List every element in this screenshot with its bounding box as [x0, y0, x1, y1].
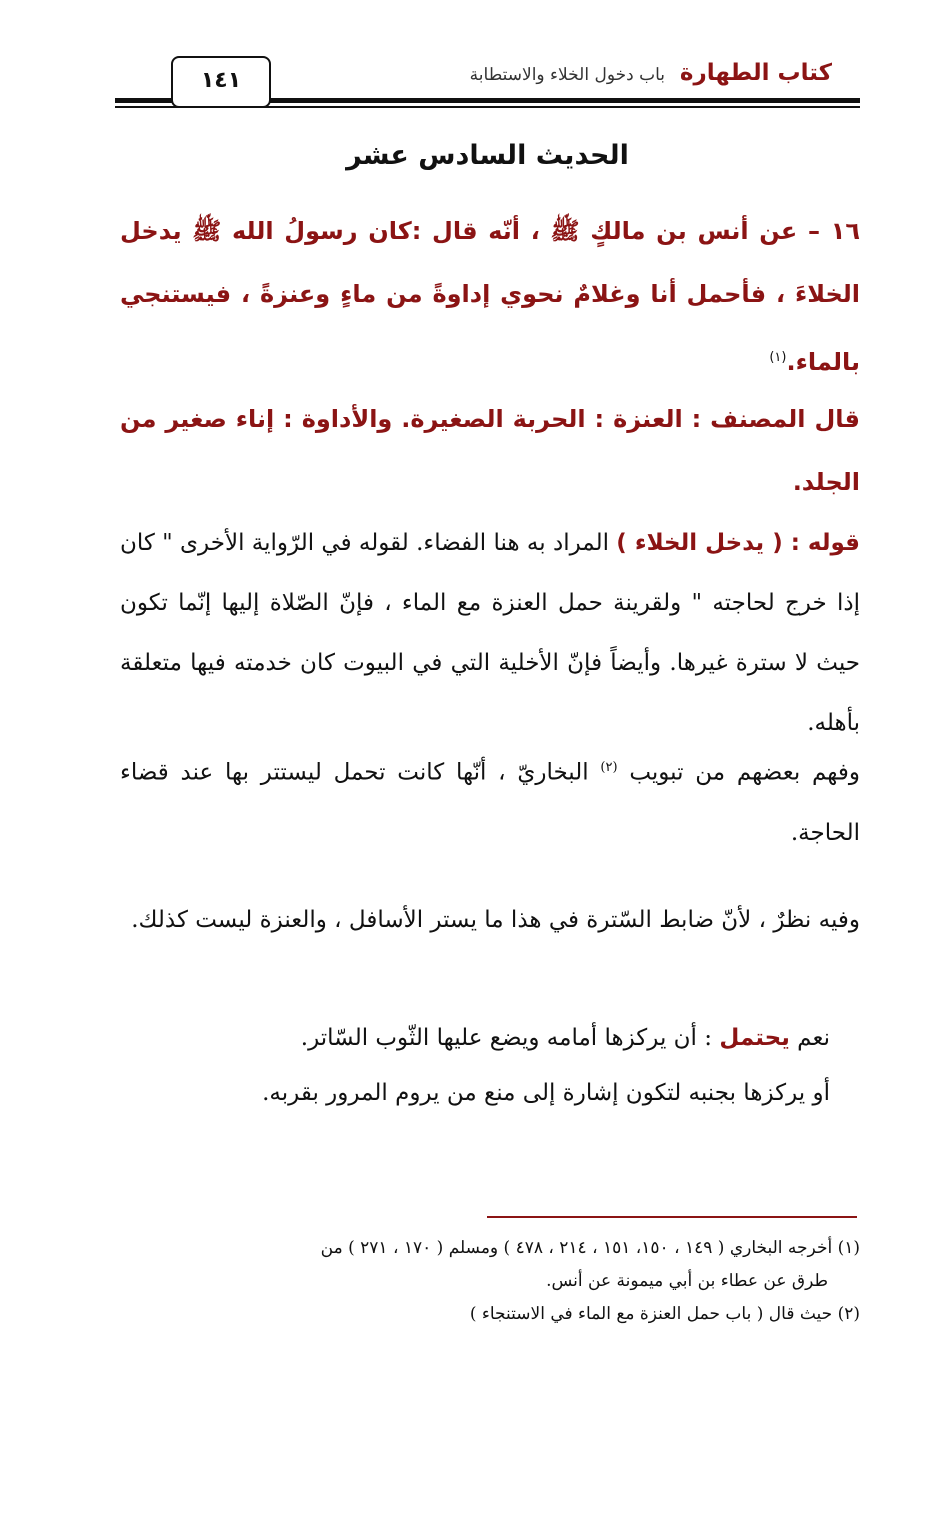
book-title: كتاب الطهارة [679, 60, 832, 86]
hadith-body: ١٦ – عن أنس بن مالكٍ ﷺ ، أنّه قال :كان رسولُ الله ﷺ يدخل الخلاءَ ، فأحمل أنا وغلامٌ نحوي إداوةً من ماءٍ وعنزةً ، فيستنجي بالماء. [120, 217, 860, 376]
page-number: ١٤١ [171, 56, 271, 108]
commentary-p4-after: : أن يركزها أمامه ويضع عليها الثّوب السّاتر. [300, 1025, 720, 1051]
author-note: قال المصنف : العنزة : الحربة الصغيرة. والأداوة : إناء صغير من الجلد. [120, 405, 860, 496]
footnote-ref-2: (٢) [600, 760, 618, 775]
commentary-lead: قوله : ( يدخل الخلاء ) [616, 530, 860, 556]
commentary-p4-before: نعم [789, 1025, 830, 1051]
commentary-p1-text: المراد به هنا الفضاء. لقوله في الرّواية الأخرى " كان إذا خرج لحاجته " ولقرينة حمل العنزة مع الماء ، فإنّ الصّلاة إليها إنّما تكون حيث لا سترة غيرها. وأيضاً فإنّ الأخلية التي في البيوت كان خدمته فيها متعلقة بأهله. [120, 530, 860, 736]
hadith-heading: الحديث السادس عشر [346, 140, 629, 171]
commentary-p2-after: البخاريّ ، أنّها كانت تحمل ليستتر بها عند قضاء الحاجة. [120, 759, 860, 846]
footnote-ref-1: (١) [769, 350, 787, 365]
chapter-title: باب دخول الخلاء والاستطابة [469, 65, 665, 85]
commentary-p2-before: وفهم بعضهم من تبويب [629, 759, 860, 786]
commentary-paragraph-2 [120, 738, 860, 863]
commentary-paragraph-5: أو يركزها بجنبه لتكون إشارة إلى منع من يروم المرور بقربه. [262, 1080, 830, 1106]
hadith-text [120, 200, 860, 394]
footnote-separator [487, 1216, 857, 1218]
commentary-paragraph-1 [120, 513, 860, 753]
commentary-paragraph-4 [120, 1012, 830, 1064]
footnote-2: (٢) حيث قال ( باب حمل العنزة مع الماء في الاستنجاء ) [469, 1304, 860, 1324]
commentary-paragraph-3: وفيه نظرٌ ، لأنّ ضابط السّترة في هذا ما يستر الأسافل ، والعنزة ليست كذلك. [131, 907, 860, 933]
footnote-1-line-1: (١) أخرجه البخاري ( ١٤٩ ، ١٥٠، ١٥١ ، ٢١٤ ، ٤٧٨ ) ومسلم ( ١٧٠ ، ٢٧١ ) من [320, 1238, 860, 1258]
commentary-p4-highlight: يحتمل [719, 1025, 790, 1051]
footnotes [115, 1232, 860, 1331]
footnote-1-line-2: طرق عن عطاء بن أبي ميمونة عن أنس. [546, 1271, 828, 1291]
